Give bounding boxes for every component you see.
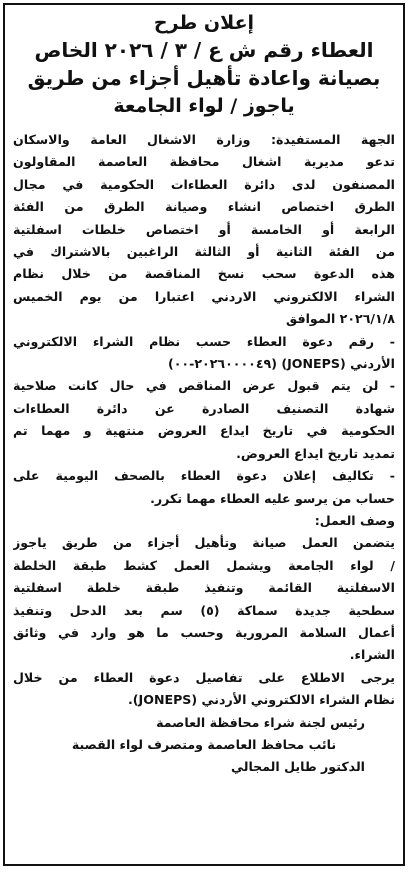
body-line: - لن يتم قبول عرض المناقص في حال كانت صلاحية bbox=[13, 378, 395, 394]
body-line: سطحية جديدة سماكة (٥) سم بعد الدحل وتنفيذ bbox=[13, 602, 395, 618]
signature-title: رئيس لجنة شراء محافظة العاصمة bbox=[156, 714, 365, 730]
work-description-heading: وصف العمل: bbox=[314, 512, 395, 528]
announcement-title: إعلان طرح bbox=[153, 12, 255, 34]
body-line: الطرق اختصاص انشاء وصيانة الطرق من الفئة bbox=[13, 199, 395, 215]
body-line: - تكاليف إعلان دعوة العطاء بالصحف اليومية على bbox=[13, 468, 395, 484]
body-line: شهادة التصنيف الصادرة عن دائرة العطاءات bbox=[13, 400, 395, 416]
body-line: الأردني (JONEPS) (٢٠٢٦٠٠٠٠٤٩-٠٠) bbox=[167, 356, 395, 372]
body-line: يتضمن العمل صيانة وتأهيل أجزاء من طريق ياجوز bbox=[13, 535, 395, 551]
body-line: الرابعة أو الخامسة أو اختصاص خلطات اسفلتية bbox=[13, 221, 395, 237]
body-line: من الفئة الثانية أو الثالثة الراغبين بالاشتراك في bbox=[13, 244, 395, 260]
tender-subject: بصيانة واعادة تأهيل أجزاء من طريق bbox=[27, 66, 381, 90]
body-line: الشراء. bbox=[349, 647, 395, 663]
tender-location: ياجوز / لواء الجامعة bbox=[113, 95, 295, 117]
signature-position: نائب محافظ العاصمة ومتصرف لواء القصبة bbox=[71, 736, 337, 752]
body-line: المصنفون لدى دائرة العطاءات الحكومية في مجال bbox=[13, 176, 395, 192]
announcement-body bbox=[13, 129, 395, 779]
body-line: الاسفلتية القائمة وتنفيذ طبقة خلطة اسفلتية bbox=[13, 580, 395, 596]
body-line: / لواء الجامعة ويشمل العمل كشط طبقة الخلطة bbox=[13, 557, 395, 573]
body-line: الحكومية في تاريخ ايداع العروض منتهية و مهما تم bbox=[13, 423, 395, 439]
body-line: - رقم دعوة العطاء حسب نظام الشراء الالكتروني bbox=[13, 333, 395, 349]
beneficiary-line: الجهة المستفيدة: وزارة الاشغال العامة والاسكان bbox=[13, 132, 395, 147]
body-line: أعمال السلامة المرورية وحسب ما هو وارد في وثائق bbox=[13, 624, 395, 640]
body-line: ٢٠٢٦/١/٨ الموافق bbox=[285, 311, 395, 327]
signature-name: الدكتور طايل المجالي bbox=[230, 759, 365, 775]
body-line: تمديد تاريخ ايداع العروض. bbox=[236, 445, 395, 461]
tender-number: العطاء رقم ش ع / ٣ / ٢٠٢٦ الخاص bbox=[34, 38, 374, 62]
body-line: هذه الدعوة سحب نسخ المناقصة من خلال نظام bbox=[13, 266, 395, 282]
announcement-header bbox=[5, 5, 403, 119]
body-line: الشراء الالكتروني الاردني اعتبارا من يوم الخميس bbox=[13, 288, 395, 304]
body-line: نظام الشراء الالكتروني الأردني (JONEPS). bbox=[128, 692, 395, 708]
tender-announcement bbox=[3, 3, 405, 866]
body-line: يرجى الاطلاع على تفاصيل دعوة العطاء من خلال bbox=[13, 669, 395, 685]
body-line: حساب من يرسو عليه العطاء مهما تكرر. bbox=[150, 490, 395, 506]
body-line: تدعو مديرية اشغال محافظة العاصمة المقاولون bbox=[13, 154, 395, 170]
